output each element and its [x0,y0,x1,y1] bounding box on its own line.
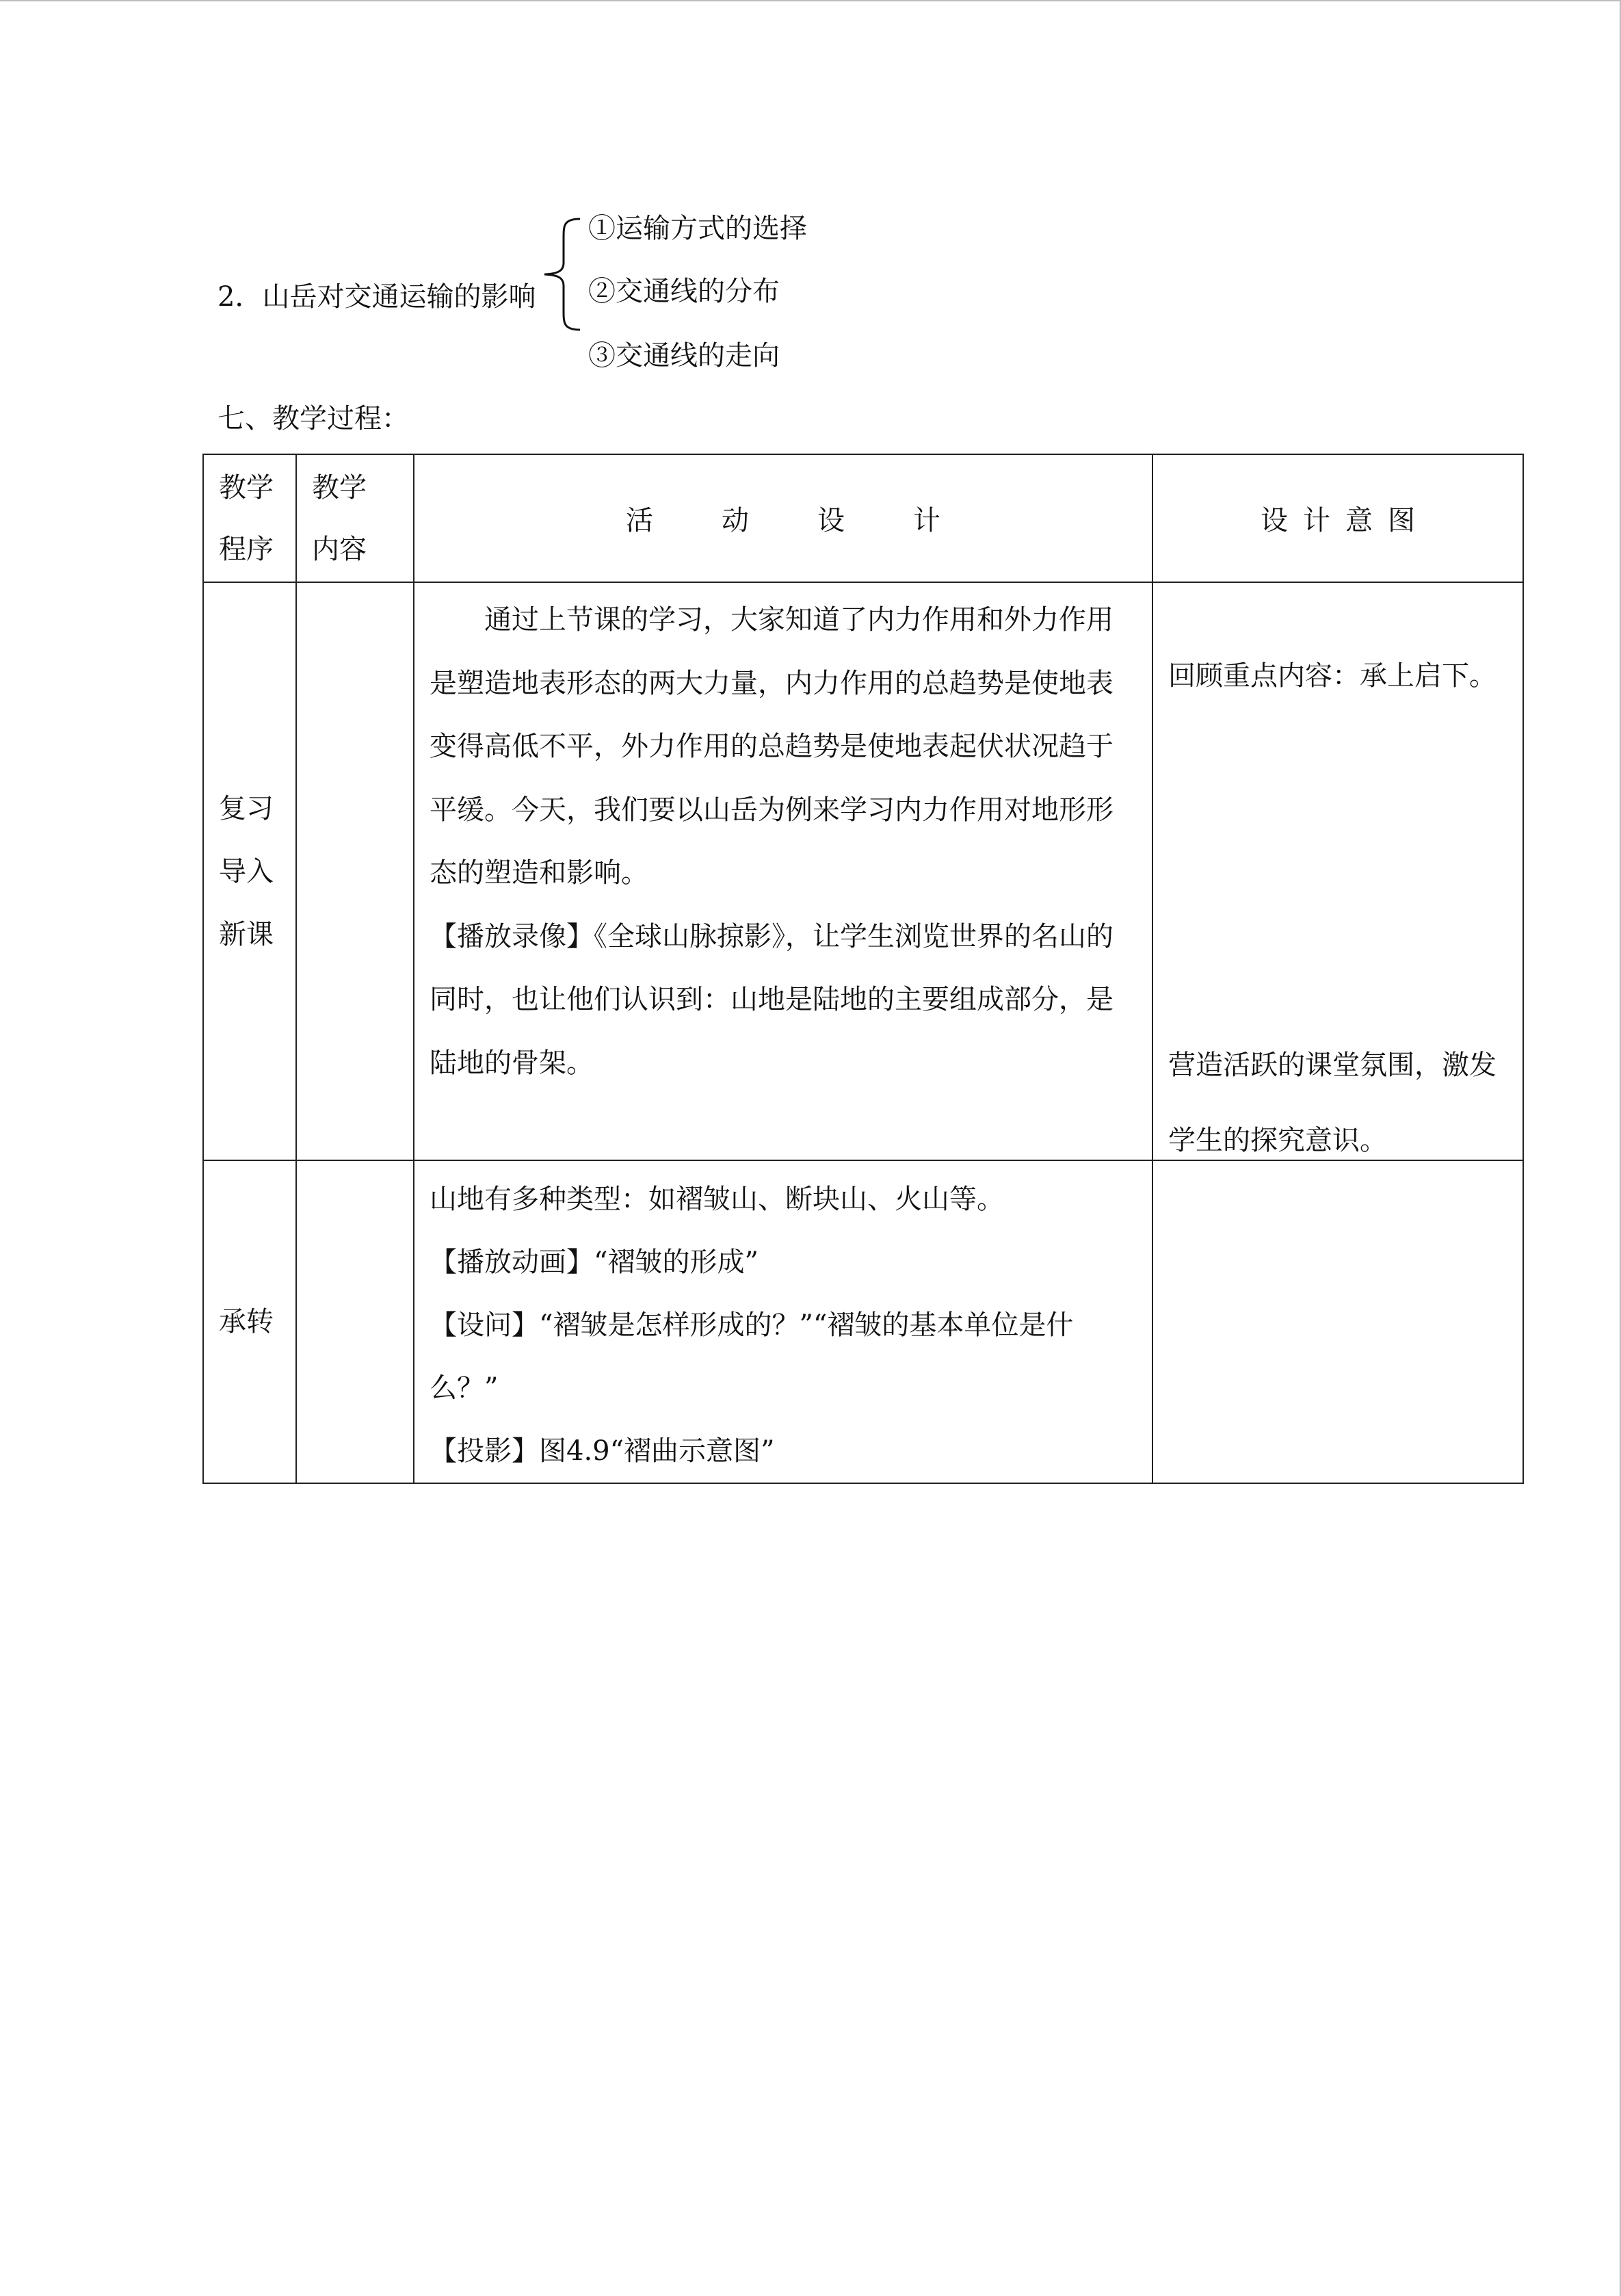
teaching-process-table [202,454,1524,1484]
header-activity-char: 动 [722,505,749,536]
intent-text: 回顾重点内容：承上启下。 [1168,660,1497,692]
header-intent-char: 意 [1345,505,1373,536]
activity-paragraph: 【播放录像】《全球山脉掠影》，让学生浏览世界的名山的同时，也让他们认识到：山地是陆地的主要组成部分，是陆地的骨架。 [430,920,1113,1079]
header-content [296,454,414,582]
content-cell [296,582,414,1160]
table-header-row [203,454,1523,582]
header-procedure-line: 程序 [219,533,274,565]
activity-paragraph: 【设问】“褶皱是怎样形成的？”“褶皱的基本单位是什么？” [430,1309,1074,1404]
header-intent [1152,454,1523,582]
outline-item-route-direction: ③交通线的走向 [588,340,780,371]
procedure-line: 承转 [219,1306,274,1338]
page-edge-top [0,0,1621,1]
procedure-line: 导入 [219,855,274,887]
activity-paragraph: 【投影】图4.9“褶曲示意图” [430,1435,775,1467]
header-intent-char: 图 [1388,505,1415,536]
header-content-line: 内容 [312,533,367,565]
intent-cell [1152,582,1523,1160]
outline-item-transport-mode: ①运输方式的选择 [588,213,807,244]
header-procedure-line: 教学 [219,471,274,504]
procedure-cell [203,1160,296,1483]
procedure-line: 复习 [219,792,274,824]
outline-item-route-distribution: ②交通线的分布 [588,276,780,307]
header-activity-char: 设 [817,505,845,536]
activity-paragraph: 山地有多种类型：如褶皱山、断块山、火山等。 [430,1184,1004,1215]
topic-outline [218,203,901,394]
header-activity-char: 计 [913,505,940,536]
procedure-cell [203,582,296,1160]
activity-cell [414,582,1152,1160]
header-activity-char: 活 [626,505,653,536]
outline-heading: 2．山岳对交通运输的影响 [218,281,536,313]
header-intent-char: 计 [1303,505,1330,536]
curly-brace-icon [540,216,581,332]
table-row [203,1160,1523,1483]
table-row [203,582,1523,1160]
header-content-line: 教学 [312,471,367,504]
content-cell [296,1160,414,1483]
header-activity [414,454,1152,582]
header-procedure [203,454,296,582]
activity-paragraph: 通过上节课的学习，大家知道了内力作用和外力作用是塑造地表形态的两大力量，内力作用的总趋势是使地表变得高低不平，外力作用的总趋势是使地表起伏状况趋于平缓。今天，我们要以山岳为例来学习内力作用对地形形态的塑造和影响。 [430,604,1113,889]
header-intent-char: 设 [1261,505,1288,536]
intent-text: 营造活跃的课堂氛围，激发学生的探究意识。 [1168,1049,1497,1156]
activity-paragraph: 【播放动画】“褶皱的形成” [430,1247,759,1278]
section-title: 七、教学过程： [218,403,409,434]
activity-cell [414,1160,1152,1483]
intent-cell [1152,1160,1523,1483]
procedure-line: 新课 [219,918,274,950]
